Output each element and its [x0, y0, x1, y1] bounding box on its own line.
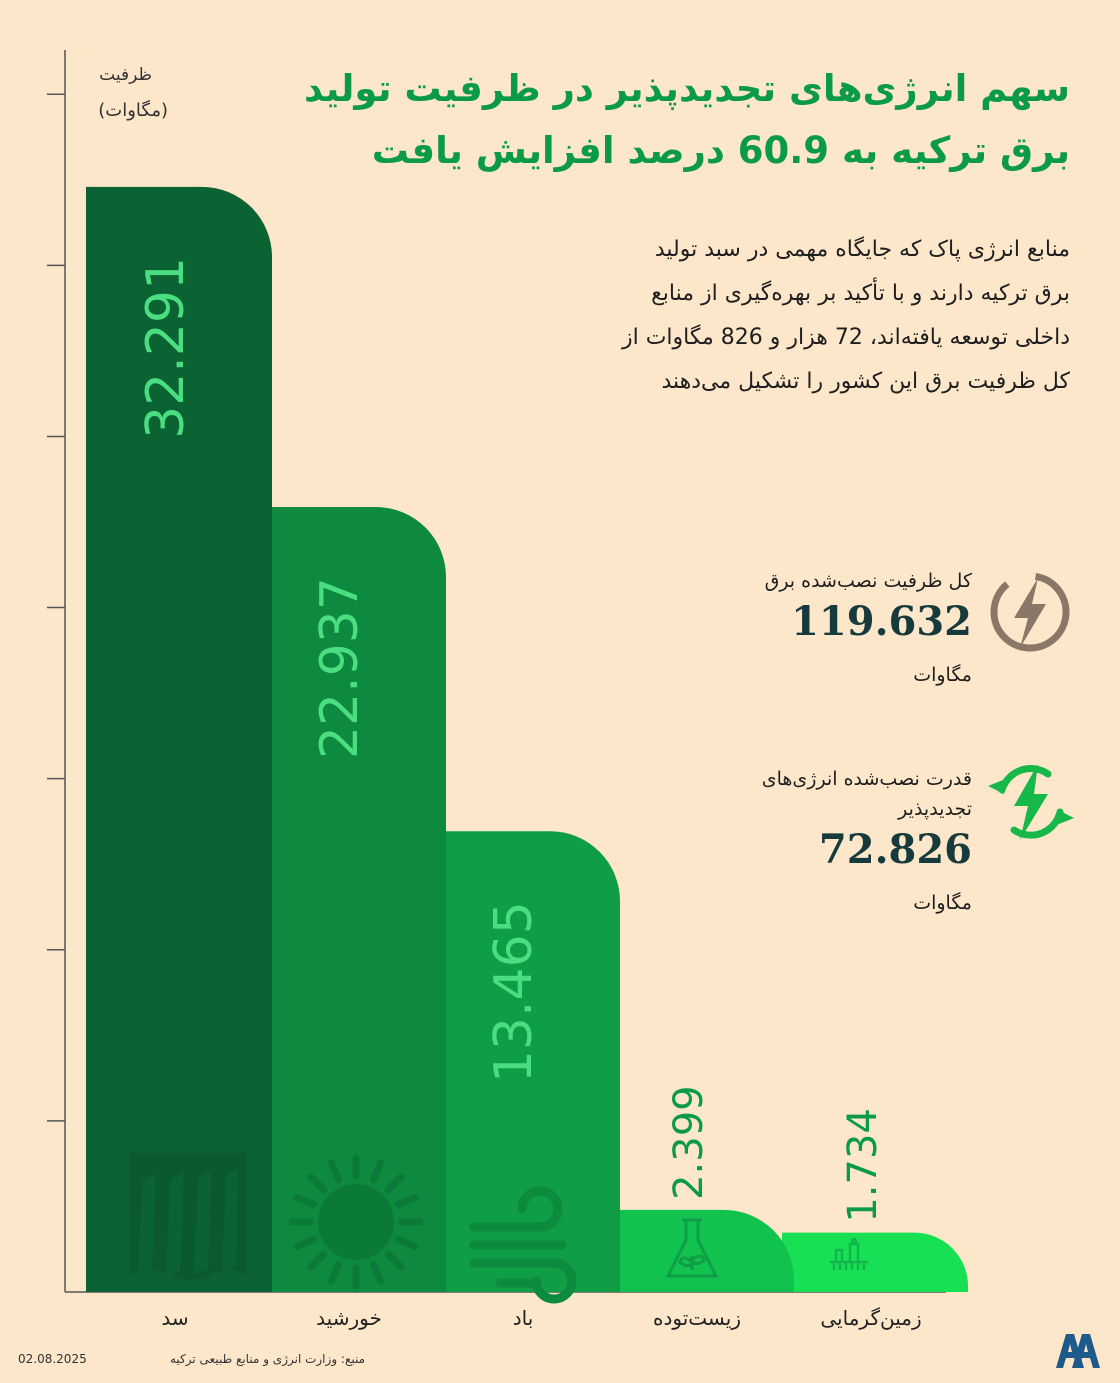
source-note: منبع: وزارت انرژی و منابع طبیعی ترکیه — [170, 1352, 366, 1366]
stat-total-value: 119.632 — [791, 598, 972, 645]
bars-group — [86, 187, 968, 1292]
stat-renewable-value: 72.826 — [818, 826, 972, 873]
value-label-4: 2.399 — [666, 1085, 712, 1200]
stat-total-label: کل ظرفیت نصب‌شده برق — [764, 570, 972, 592]
category-label-3: باد — [512, 1306, 534, 1330]
description-line-3: داخلی توسعه یافته‌اند، 72 هزار و 826 مگاوات از — [621, 325, 1070, 350]
dam-icon — [130, 1153, 246, 1287]
category-labels — [161, 1306, 921, 1330]
stat-renewable-label-1: قدرت نصب‌شده انرژی‌های — [761, 768, 972, 790]
category-label-1: سد — [161, 1306, 189, 1330]
value-label-2: 22.937 — [310, 577, 370, 759]
value-label-5: 1.734 — [840, 1108, 886, 1223]
description-line-4: کل ظرفیت برق این کشور را تشکیل می‌دهند — [661, 369, 1070, 394]
stat-renewable-label-2: تجدیدپذیر — [898, 798, 972, 820]
sun-icon — [318, 1184, 394, 1260]
value-label-1: 32.291 — [136, 256, 196, 439]
headline-line-2: برق ترکیه به 60.9 درصد افزایش یافت — [371, 129, 1070, 172]
headline-line-1: سهم انرژی‌های تجدیدپذیر در ظرفیت تولید — [304, 67, 1070, 110]
bar-5 — [782, 1233, 968, 1292]
category-label-4: زیست‌توده — [653, 1306, 741, 1330]
description-line-2: برق ترکیه دارند و با تأکید بر بهره‌گیری از منابع — [651, 281, 1070, 306]
value-label-3: 13.465 — [484, 901, 544, 1084]
y-axis-label-1: ظرفیت — [99, 65, 152, 85]
y-axis-ticks — [47, 94, 65, 1121]
category-label-5: زمین‌گرمایی — [820, 1306, 922, 1330]
agency-logo — [1052, 1330, 1102, 1370]
stat-renewable-unit: مگاوات — [913, 892, 972, 914]
publish-date: 02.08.2025 — [18, 1352, 87, 1366]
description-line-1: منابع انرژی پاک که جایگاه مهمی در سبد تولید — [654, 237, 1070, 262]
bar-4 — [608, 1210, 794, 1292]
y-axis-label-2: (مگاوات) — [98, 100, 168, 121]
stat-total-unit: مگاوات — [913, 664, 972, 686]
category-label-2: خورشید — [316, 1306, 382, 1330]
